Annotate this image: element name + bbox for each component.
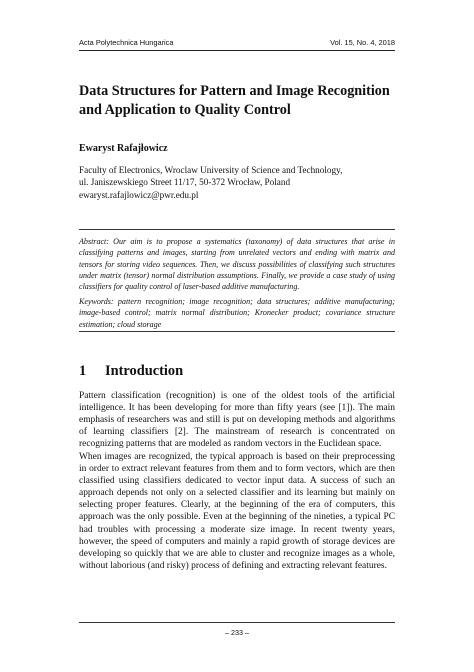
body-paragraph: Pattern classification (recognition) is one of the oldest tools of the artificial intelligence. It has been developing for more than fifty years (see [1]). The main emphasis of researchers was and still is put on developing methods and algorithms of learning classifiers [2]. The mainstream of research is concentrated on recognizing patterns that are modeled as random vectors in the Euclidean space. [79, 391, 395, 450]
author-email: ewaryst.rafajlowicz@pwr.edu.pl [79, 189, 199, 200]
volume-info: Vol. 15, No. 4, 2018 [330, 38, 395, 47]
section-heading [79, 362, 183, 380]
affiliation-line: ul. Janiszewskiego Street 11/17, 50-372 Wrocław, Poland [79, 177, 291, 188]
abstract: Abstract: Our aim is to propose a systematics (taxonomy) of data structures that arise in classifying patterns and images, starting from unrelated vectors and ending with matrix and tensors for storing video sequences. Then, we discuss possibilities of classifying such structures under matrix (tensor) normal distribution assumptions. Finally, we provide a case study of using classifiers for quality control of laser-based additive manufacturing. [79, 237, 395, 292]
paper-title: Data Structures for Pattern and Image Recognition and Application to Quality Control [79, 83, 390, 118]
author-name: Ewaryst Rafajłowicz [79, 143, 168, 154]
header-rule [79, 50, 395, 51]
footer-rule [79, 622, 395, 623]
abstract-top-rule [79, 229, 395, 230]
affiliation-line: Faculty of Electronics, Wroclaw University of Science and Technology, [79, 165, 343, 175]
affiliation-block [79, 164, 414, 201]
journal-name: Acta Polytechnica Hungarica [79, 38, 174, 47]
abstract-bottom-rule [79, 331, 395, 332]
page-number: – 233 – [225, 628, 249, 637]
section-number: 1 [79, 363, 87, 379]
section-title: Introduction [105, 363, 184, 379]
body-paragraph: When images are recognized, the typical approach is based on their preprocessing in order to extract relevant features from them and to form vectors, which are then classified using classifiers dedicated to vector input data. A success of such an approach depends not only on a selected classifier and its learning but mainly on selecting proper features. Clearly, at the beginning of the era of computers, this approach was the only possible. Even at the beginning of the nineties, a typical PC had troubles with processing a moderate size image. In recent twenty years, however, the speed of computers and mainly a rapid growth of storage devices are developing so quickly that we are able to cluster and recognize images as a whole, without laborious (and risky) process of defining and extracting relevant features. [79, 452, 395, 571]
keywords: Keywords: pattern recognition; image recognition; data structures; additive manufacturing; image-based control; matrix normal distribution; Kronecker product; covariance structure estimation; cloud storage [79, 297, 395, 329]
running-header [79, 38, 395, 47]
